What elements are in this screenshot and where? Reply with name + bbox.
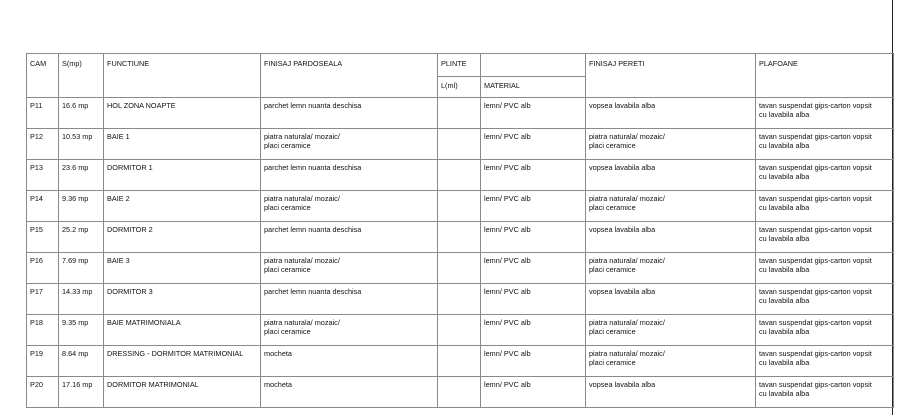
header-ceilings: PLAFOANE bbox=[756, 54, 894, 98]
cell-floor-finish-text: piatra naturala/ mozaic/ bbox=[264, 132, 340, 141]
cell-cam bbox=[27, 129, 59, 160]
cell-wall-finish-text: placi ceramice bbox=[589, 327, 636, 336]
table-row bbox=[27, 191, 894, 222]
cell-ceiling-text: tavan suspendat gips-carton vopsit bbox=[759, 349, 872, 358]
cell-floor-finish-text: parchet lemn nuanta deschisa bbox=[264, 101, 362, 110]
cell-skirting-material bbox=[481, 129, 586, 160]
cell-wall-finish-text: piatra naturala/ mozaic/ bbox=[589, 194, 665, 203]
cell-area bbox=[59, 284, 104, 315]
cell-function bbox=[104, 315, 261, 346]
cell-floor-finish-text: mocheta bbox=[264, 380, 292, 389]
cell-function-text: DORMITOR 1 bbox=[107, 163, 153, 172]
cell-floor-finish bbox=[261, 346, 438, 377]
cell-area-text: 9.36 mp bbox=[62, 194, 89, 203]
cell-floor-finish-text: piatra naturala/ mozaic/ bbox=[264, 256, 340, 265]
cell-floor-finish bbox=[261, 222, 438, 253]
cell-ceiling-text: cu lavabila alba bbox=[759, 296, 810, 305]
cell-area bbox=[59, 315, 104, 346]
cell-function bbox=[104, 129, 261, 160]
cell-ceiling-text: cu lavabila alba bbox=[759, 265, 810, 274]
cell-function-text: HOL ZONA NOAPTE bbox=[107, 101, 176, 110]
cell-cam-text: P14 bbox=[30, 194, 43, 203]
cell-function bbox=[104, 222, 261, 253]
cell-ceiling-text: tavan suspendat gips-carton vopsit bbox=[759, 256, 872, 265]
cell-skirting-length bbox=[438, 253, 481, 284]
cell-cam bbox=[27, 284, 59, 315]
cell-skirting-material-text: lemn/ PVC alb bbox=[484, 194, 531, 203]
cell-skirting-length bbox=[438, 222, 481, 253]
cell-area-text: 10.53 mp bbox=[62, 132, 93, 141]
table-row bbox=[27, 160, 894, 191]
cell-skirting-material-text: lemn/ PVC alb bbox=[484, 349, 531, 358]
cell-cam bbox=[27, 191, 59, 222]
cell-skirting-material bbox=[481, 377, 586, 408]
cell-cam bbox=[27, 222, 59, 253]
cell-wall-finish-text: piatra naturala/ mozaic/ bbox=[589, 349, 665, 358]
cell-wall-finish bbox=[586, 377, 756, 408]
cell-floor-finish bbox=[261, 315, 438, 346]
cell-wall-finish bbox=[586, 346, 756, 377]
cell-cam-text: P15 bbox=[30, 225, 43, 234]
cell-ceiling-text: tavan suspendat gips-carton vopsit bbox=[759, 225, 872, 234]
header-function: FUNCTIUNE bbox=[104, 54, 261, 98]
cell-skirting-material-text: lemn/ PVC alb bbox=[484, 101, 531, 110]
cell-wall-finish-text: vopsea lavabila alba bbox=[589, 101, 656, 110]
cell-function bbox=[104, 284, 261, 315]
cell-wall-finish-text: placi ceramice bbox=[589, 203, 636, 212]
cell-function bbox=[104, 191, 261, 222]
table-row bbox=[27, 346, 894, 377]
cell-function-text: BAIE 3 bbox=[107, 256, 130, 265]
cell-skirting-material bbox=[481, 284, 586, 315]
header-wall-finish: FINISAJ PERETI bbox=[586, 54, 756, 98]
cell-skirting-length bbox=[438, 191, 481, 222]
cell-cam bbox=[27, 315, 59, 346]
cell-skirting-material-text: lemn/ PVC alb bbox=[484, 380, 531, 389]
cell-skirting-length bbox=[438, 129, 481, 160]
cell-wall-finish-text: placi ceramice bbox=[589, 265, 636, 274]
cell-cam bbox=[27, 377, 59, 408]
cell-area-text: 14.33 mp bbox=[62, 287, 93, 296]
cell-floor-finish-text: placi ceramice bbox=[264, 265, 311, 274]
cell-cam bbox=[27, 253, 59, 284]
cell-function-text: DORMITOR 3 bbox=[107, 287, 153, 296]
cell-ceiling bbox=[756, 284, 894, 315]
cell-cam-text: P18 bbox=[30, 318, 43, 327]
cell-skirting-length bbox=[438, 377, 481, 408]
cell-cam-text: P12 bbox=[30, 132, 43, 141]
cell-function-text: DORMITOR MATRIMONIAL bbox=[107, 380, 199, 389]
cell-ceiling bbox=[756, 129, 894, 160]
cell-ceiling-text: cu lavabila alba bbox=[759, 389, 810, 398]
cell-skirting-length bbox=[438, 346, 481, 377]
cell-skirting-material-text: lemn/ PVC alb bbox=[484, 163, 531, 172]
cell-floor-finish-text: placi ceramice bbox=[264, 327, 311, 336]
cell-wall-finish bbox=[586, 253, 756, 284]
cell-skirting-material bbox=[481, 98, 586, 129]
cell-wall-finish-text: piatra naturala/ mozaic/ bbox=[589, 318, 665, 327]
cell-ceiling bbox=[756, 222, 894, 253]
table-row bbox=[27, 377, 894, 408]
room-finishes-table bbox=[26, 53, 894, 408]
cell-function bbox=[104, 377, 261, 408]
cell-ceiling-text: cu lavabila alba bbox=[759, 358, 810, 367]
cell-area-text: 25.2 mp bbox=[62, 225, 89, 234]
cell-skirting-length bbox=[438, 98, 481, 129]
cell-floor-finish-text: piatra naturala/ mozaic/ bbox=[264, 194, 340, 203]
header-cam: CAM bbox=[27, 54, 59, 98]
cell-area bbox=[59, 377, 104, 408]
cell-ceiling-text: cu lavabila alba bbox=[759, 172, 810, 181]
cell-ceiling-text: tavan suspendat gips-carton vopsit bbox=[759, 380, 872, 389]
cell-wall-finish-text: vopsea lavabila alba bbox=[589, 287, 656, 296]
cell-ceiling-text: tavan suspendat gips-carton vopsit bbox=[759, 318, 872, 327]
table-row bbox=[27, 222, 894, 253]
cell-floor-finish bbox=[261, 160, 438, 191]
cell-ceiling-text: cu lavabila alba bbox=[759, 327, 810, 336]
cell-wall-finish-text: placi ceramice bbox=[589, 358, 636, 367]
cell-skirting-material bbox=[481, 346, 586, 377]
cell-cam-text: P19 bbox=[30, 349, 43, 358]
cell-area bbox=[59, 222, 104, 253]
cell-wall-finish-text: vopsea lavabila alba bbox=[589, 380, 656, 389]
cell-ceiling-text: cu lavabila alba bbox=[759, 141, 810, 150]
cell-ceiling bbox=[756, 253, 894, 284]
cell-wall-finish-text: piatra naturala/ mozaic/ bbox=[589, 132, 665, 141]
cell-area bbox=[59, 253, 104, 284]
table-row bbox=[27, 315, 894, 346]
cell-cam bbox=[27, 346, 59, 377]
cell-wall-finish-text: vopsea lavabila alba bbox=[589, 225, 656, 234]
cell-ceiling-text: cu lavabila alba bbox=[759, 203, 810, 212]
cell-cam-text: P20 bbox=[30, 380, 43, 389]
cell-ceiling-text: tavan suspendat gips-carton vopsit bbox=[759, 132, 872, 141]
cell-area bbox=[59, 191, 104, 222]
cell-function-text: BAIE MATRIMONIALA bbox=[107, 318, 181, 327]
cell-skirting-material bbox=[481, 160, 586, 191]
cell-function bbox=[104, 98, 261, 129]
cell-wall-finish-text: vopsea lavabila alba bbox=[589, 163, 656, 172]
cell-floor-finish bbox=[261, 98, 438, 129]
cell-wall-finish bbox=[586, 98, 756, 129]
cell-wall-finish bbox=[586, 191, 756, 222]
table-row bbox=[27, 129, 894, 160]
cell-floor-finish-text: mocheta bbox=[264, 349, 292, 358]
cell-skirting-material bbox=[481, 222, 586, 253]
cell-area bbox=[59, 98, 104, 129]
cell-cam-text: P11 bbox=[30, 101, 43, 110]
cell-cam-text: P13 bbox=[30, 163, 43, 172]
cell-floor-finish bbox=[261, 129, 438, 160]
cell-function-text: BAIE 2 bbox=[107, 194, 130, 203]
header-row bbox=[27, 54, 894, 77]
cell-wall-finish-text: placi ceramice bbox=[589, 141, 636, 150]
cell-ceiling bbox=[756, 377, 894, 408]
cell-skirting-material-text: lemn/ PVC alb bbox=[484, 225, 531, 234]
cell-floor-finish-text: parchet lemn nuanta deschisa bbox=[264, 225, 362, 234]
cell-skirting-length bbox=[438, 284, 481, 315]
cell-floor-finish bbox=[261, 284, 438, 315]
header-area: S(mp) bbox=[59, 54, 104, 98]
table-row bbox=[27, 253, 894, 284]
header-floor-finish: FINISAJ PARDOSEALA bbox=[261, 54, 438, 98]
cell-skirting-length bbox=[438, 160, 481, 191]
cell-cam-text: P16 bbox=[30, 256, 43, 265]
cell-skirting-material-text: lemn/ PVC alb bbox=[484, 318, 531, 327]
table-row bbox=[27, 98, 894, 129]
cell-ceiling bbox=[756, 160, 894, 191]
cell-function-text: DRESSING - DORMITOR MATRIMONIAL bbox=[107, 349, 244, 358]
cell-wall-finish bbox=[586, 222, 756, 253]
cell-ceiling-text: cu lavabila alba bbox=[759, 234, 810, 243]
cell-ceiling-text: tavan suspendat gips-carton vopsit bbox=[759, 163, 872, 172]
cell-ceiling bbox=[756, 346, 894, 377]
cell-skirting-material bbox=[481, 253, 586, 284]
cell-floor-finish bbox=[261, 253, 438, 284]
cell-area bbox=[59, 160, 104, 191]
cell-area-text: 23.6 mp bbox=[62, 163, 89, 172]
cell-wall-finish bbox=[586, 315, 756, 346]
cell-wall-finish-text: piatra naturala/ mozaic/ bbox=[589, 256, 665, 265]
cell-floor-finish bbox=[261, 191, 438, 222]
header-skirting: PLINTE bbox=[438, 54, 481, 77]
cell-area bbox=[59, 129, 104, 160]
cell-area-text: 9.35 mp bbox=[62, 318, 89, 327]
cell-skirting-material bbox=[481, 315, 586, 346]
cell-floor-finish-text: parchet lemn nuanta deschisa bbox=[264, 163, 362, 172]
cell-ceiling-text: tavan suspendat gips-carton vopsit bbox=[759, 101, 872, 110]
cell-function bbox=[104, 346, 261, 377]
cell-wall-finish bbox=[586, 284, 756, 315]
header-skirting-length: L(ml) bbox=[438, 77, 481, 98]
cell-area bbox=[59, 346, 104, 377]
cell-area-text: 8.64 mp bbox=[62, 349, 89, 358]
cell-function bbox=[104, 253, 261, 284]
cell-cam-text: P17 bbox=[30, 287, 43, 296]
cell-area-text: 17.16 mp bbox=[62, 380, 93, 389]
header-skirting-blank bbox=[481, 54, 586, 77]
cell-wall-finish bbox=[586, 129, 756, 160]
cell-function bbox=[104, 160, 261, 191]
cell-ceiling bbox=[756, 191, 894, 222]
cell-skirting-material-text: lemn/ PVC alb bbox=[484, 287, 531, 296]
cell-skirting-material bbox=[481, 191, 586, 222]
cell-function-text: DORMITOR 2 bbox=[107, 225, 153, 234]
cell-area-text: 7.69 mp bbox=[62, 256, 89, 265]
cell-area-text: 16.6 mp bbox=[62, 101, 89, 110]
table-row bbox=[27, 284, 894, 315]
cell-skirting-material-text: lemn/ PVC alb bbox=[484, 132, 531, 141]
header-skirting-material: MATERIAL bbox=[481, 77, 586, 98]
cell-skirting-material-text: lemn/ PVC alb bbox=[484, 256, 531, 265]
cell-floor-finish bbox=[261, 377, 438, 408]
cell-cam bbox=[27, 98, 59, 129]
cell-floor-finish-text: piatra naturala/ mozaic/ bbox=[264, 318, 340, 327]
cell-wall-finish bbox=[586, 160, 756, 191]
cell-skirting-length bbox=[438, 315, 481, 346]
cell-floor-finish-text: placi ceramice bbox=[264, 203, 311, 212]
cell-function-text: BAIE 1 bbox=[107, 132, 130, 141]
cell-ceiling bbox=[756, 98, 894, 129]
cell-ceiling-text: cu lavabila alba bbox=[759, 110, 810, 119]
cell-floor-finish-text: parchet lemn nuanta deschisa bbox=[264, 287, 362, 296]
cell-floor-finish-text: placi ceramice bbox=[264, 141, 311, 150]
cell-ceiling-text: tavan suspendat gips-carton vopsit bbox=[759, 287, 872, 296]
cell-ceiling-text: tavan suspendat gips-carton vopsit bbox=[759, 194, 872, 203]
cell-cam bbox=[27, 160, 59, 191]
cell-ceiling bbox=[756, 315, 894, 346]
